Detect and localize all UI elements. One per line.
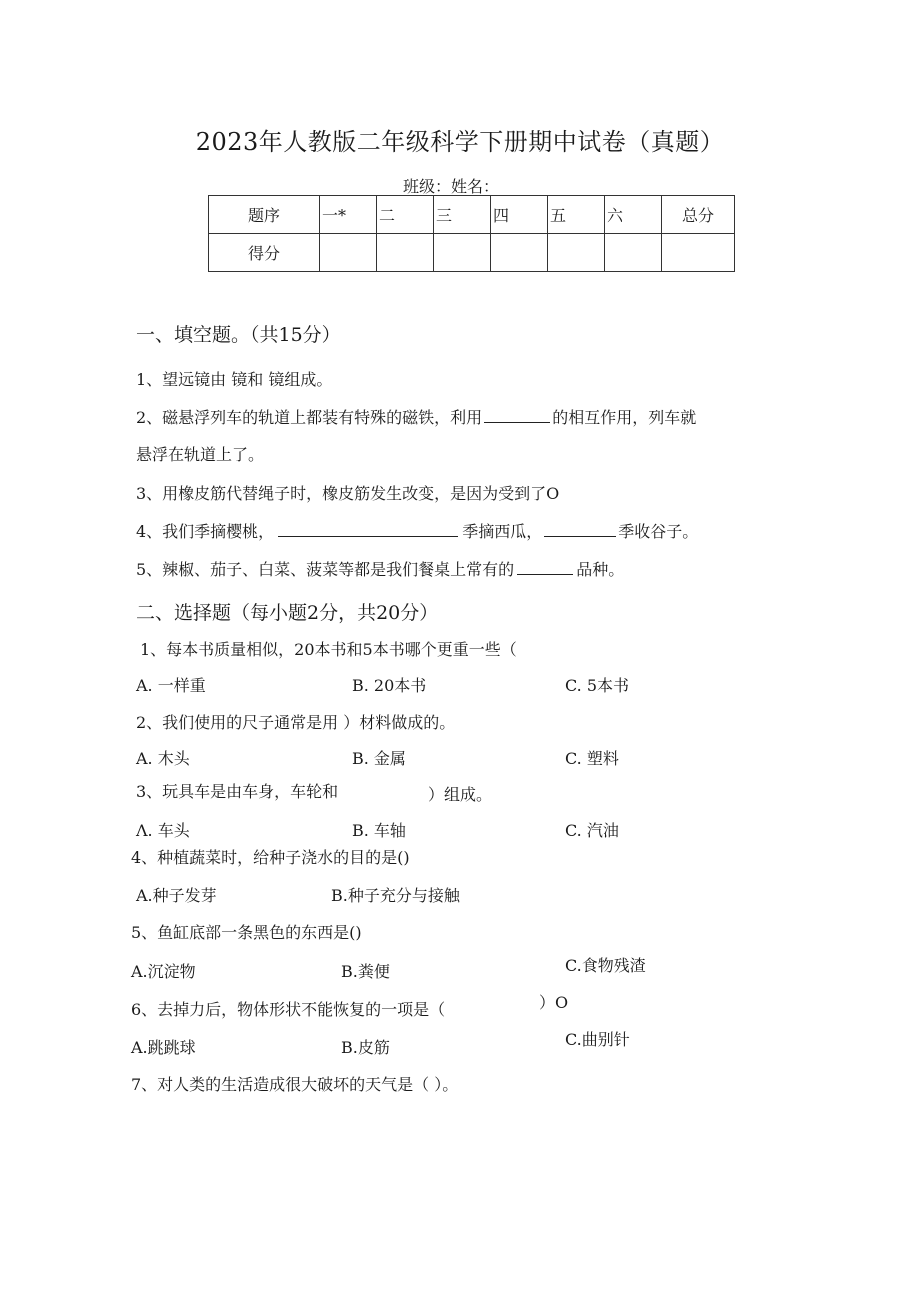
option-b[interactable]: B. 金属 — [352, 749, 406, 768]
score-cell: 六 — [605, 196, 662, 234]
answer-blank[interactable] — [278, 522, 458, 537]
section-heading: 一、填空题。（共15分） — [136, 324, 341, 346]
option-c[interactable]: C. 5本书 — [565, 676, 630, 695]
score-table — [208, 195, 735, 272]
score-cell-empty[interactable] — [434, 234, 491, 272]
question: 5、鱼缸底部一条黑色的东西是() — [131, 923, 362, 942]
score-cell-empty[interactable] — [491, 234, 548, 272]
option-a[interactable]: A.沉淀物 — [131, 962, 196, 981]
option-b[interactable]: B. 20本书 — [352, 676, 427, 695]
question-text: 4、我们季摘樱桃， — [136, 522, 275, 541]
answer-blank[interactable] — [544, 522, 616, 537]
page-title: 2023年人教版二年级科学下册期中试卷（真题） — [195, 128, 725, 156]
class-name-line: 班级：姓名： — [403, 177, 500, 196]
score-cell-empty[interactable] — [320, 234, 377, 272]
score-cell: 一* — [320, 196, 377, 234]
option-a[interactable]: A.跳跳球 — [131, 1038, 196, 1057]
score-cell: 四 — [491, 196, 548, 234]
score-cell: 总分 — [662, 196, 735, 234]
question-text: 5、辣椒、茄子、白菜、菠菜等都是我们餐桌上常有的 — [136, 560, 515, 579]
score-cell-empty[interactable] — [548, 234, 605, 272]
question: 4、种植蔬菜时，给种子浇水的目的是() — [131, 848, 410, 867]
option-a[interactable]: A. 木头 — [136, 749, 190, 768]
question: 7、对人类的生活造成很大破坏的天气是（ ）。 — [131, 1075, 459, 1094]
option-c[interactable]: C.食物残渣 — [565, 956, 646, 975]
option-c[interactable]: C. 塑料 — [565, 749, 619, 768]
question: 1、望远镜由 镜和 镜组成。 — [136, 370, 333, 389]
score-cell: 得分 — [209, 234, 320, 272]
option-a[interactable]: A.种子发芽 — [136, 886, 217, 905]
question-text: 品种。 — [576, 560, 625, 579]
question-text: 的相互作用，列车就 — [552, 408, 697, 427]
answer-blank[interactable] — [484, 408, 550, 423]
option-a[interactable]: Λ. 车头 — [136, 821, 190, 840]
option-b[interactable]: B. 车轴 — [352, 821, 406, 840]
question: ）O — [539, 993, 569, 1012]
score-cell-empty[interactable] — [377, 234, 434, 272]
score-cell-empty[interactable] — [662, 234, 735, 272]
option-c[interactable]: C.曲别针 — [565, 1030, 630, 1049]
question: 3、玩具车是由车身，车轮和 — [136, 782, 339, 801]
option-b[interactable]: B.皮筋 — [341, 1038, 390, 1057]
question-text: 季摘西瓜， — [462, 522, 543, 541]
question — [136, 519, 698, 542]
score-cell-empty[interactable] — [605, 234, 662, 272]
question: 3、用橡皮筋代替绳子时，橡皮筋发生改变，是因为受到了O — [136, 484, 560, 503]
option-a[interactable]: A. 一样重 — [136, 676, 206, 695]
question-text: 2、磁悬浮列车的轨道上都装有特殊的磁铁，利用 — [136, 408, 483, 427]
option-b[interactable]: B.种子充分与接触 — [331, 886, 460, 905]
question — [136, 405, 696, 428]
option-c[interactable]: C. 汽油 — [565, 821, 619, 840]
score-table-header-row — [209, 196, 735, 234]
question: 悬浮在轨道上了。 — [136, 445, 265, 464]
section-heading: 二、选择题（每小题2分，共20分） — [136, 602, 439, 624]
score-cell: 五 — [548, 196, 605, 234]
score-cell: 二 — [377, 196, 434, 234]
question: 1、每本书质量相似，20本书和5本书哪个更重一些（ — [140, 640, 517, 659]
score-cell: 题序 — [209, 196, 320, 234]
question: 2、我们使用的尺子通常是用 ）材料做成的。 — [136, 713, 456, 732]
score-cell: 三 — [434, 196, 491, 234]
question: ）组成。 — [428, 785, 493, 804]
question-text: 季收谷子。 — [618, 522, 699, 541]
option-b[interactable]: B.粪便 — [341, 962, 390, 981]
score-table-score-row — [209, 234, 735, 272]
question — [136, 557, 624, 580]
question: 6、去掉力后，物体形状不能恢复的一项是（ — [131, 1000, 446, 1019]
answer-blank[interactable] — [517, 560, 573, 575]
